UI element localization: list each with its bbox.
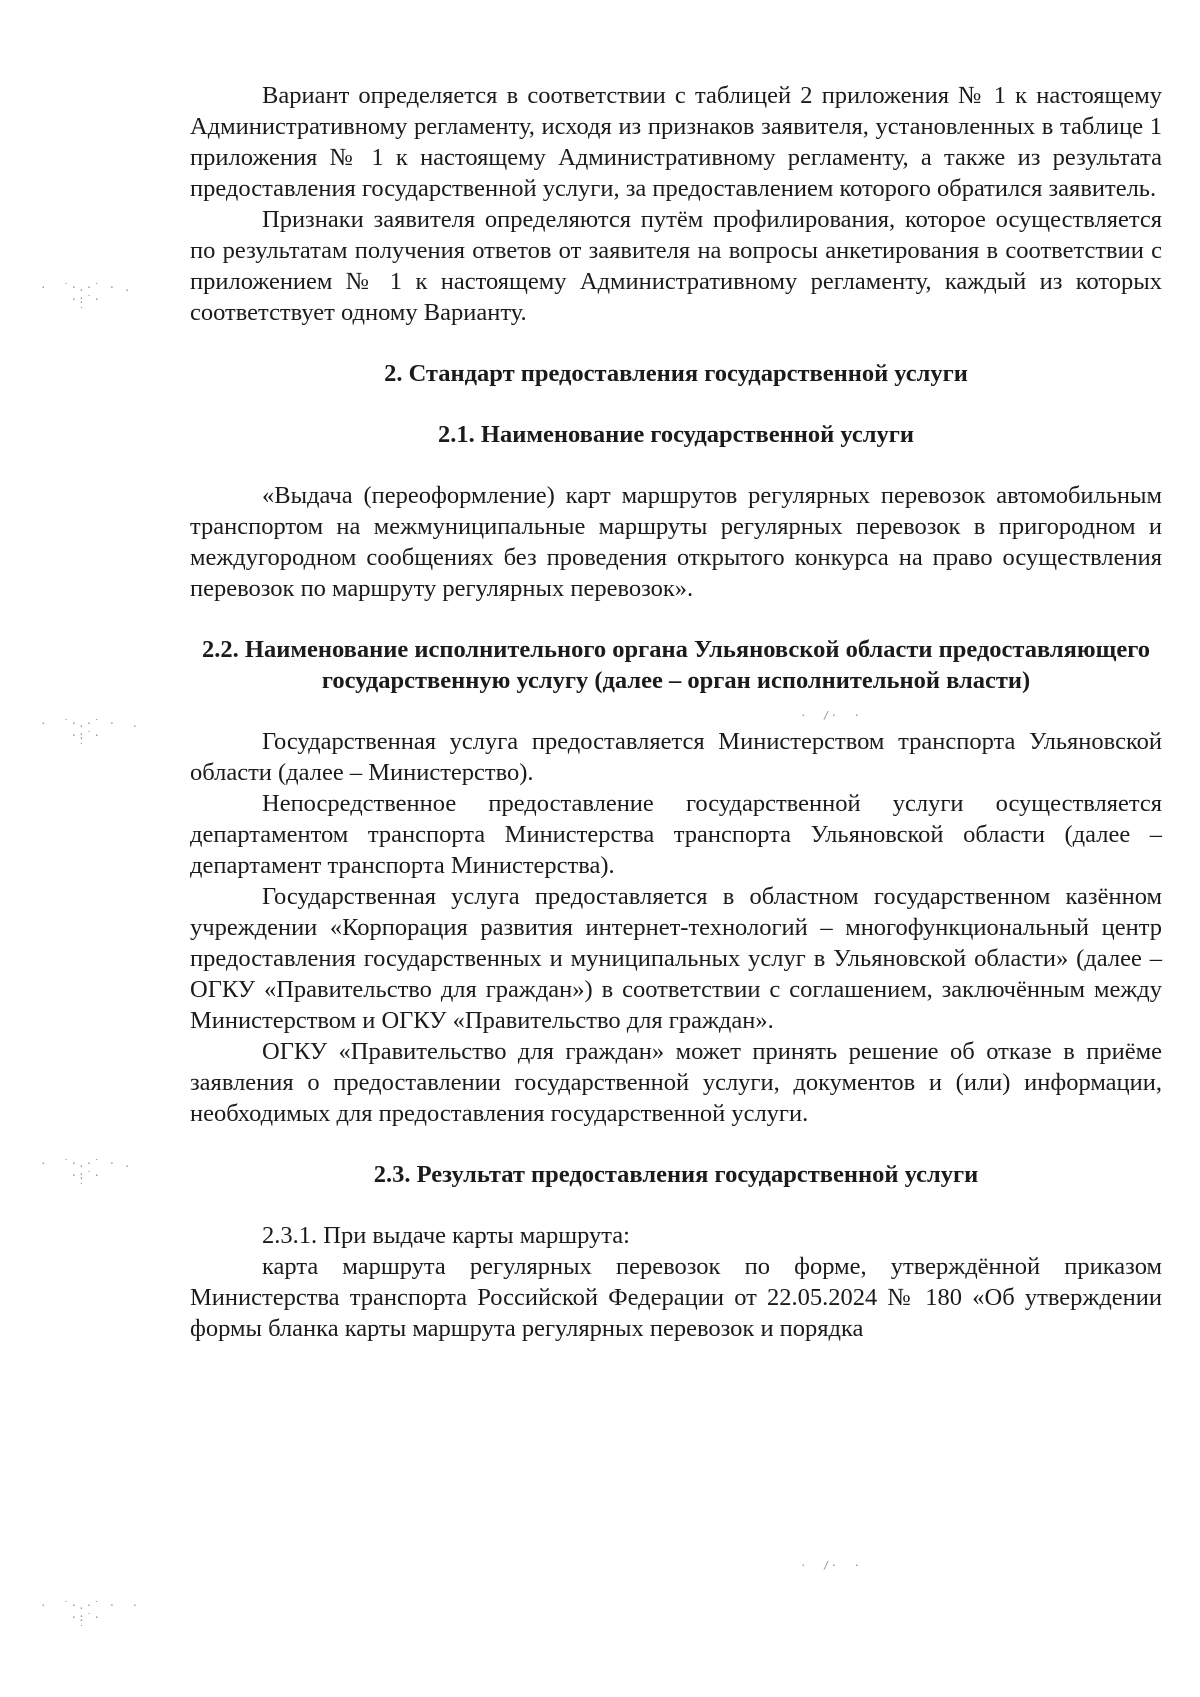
scan-noise: · ˙·.·˙ · . ·:˙· ˙ [40,1157,132,1194]
scan-noise: · ˙·.·˙ · . ·:˙· ˙ [40,717,140,754]
paragraph: «Выдача (переоформление) карт маршрутов регулярных перевозок автомобильным транспортом на межмуниципальные маршруты регулярных перевозок в пригородном и междугородном сообщениях без проведения открытого конкурса на право осуществления перевозок по маршруту регулярных перевозок». [190,482,1162,602]
paragraph: Непосредственное предоставление государственной услуги осуществляется департаментом транспорта Министерства транспорта Ульяновской области (далее – департамент транспорта Министерства). [190,790,1162,879]
scan-noise: · /· · [800,1559,861,1572]
paragraph: ОГКУ «Правительство для граждан» может принять решение об отказе в приёме заявления о предоставлении государственной услуги, документов и (или) информации, необходимых для предоставления государственной услуги. [190,1038,1162,1127]
paragraph: карта маршрута регулярных перевозок по форме, утверждённой приказом Министерства транспорта Российской Федерации от 22.05.2024 № 180 «Об утверждении формы бланка карты маршрута регулярных перевозок и порядка [190,1253,1162,1342]
document-page [190,80,1162,1344]
scan-noise: · /· · [800,709,861,722]
paragraph: Государственная услуга предоставляется Министерством транспорта Ульяновской области (далее – Министерство). [190,728,1162,786]
subsection-heading: 2.2. Наименование исполнительного органа Ульяновской области предоставляющего государственную услугу (далее – орган исполнительной власти) [202,636,1150,694]
paragraph: Вариант определяется в соответствии с таблицей 2 приложения № 1 к настоящему Административному регламенту, исходя из признаков заявителя, установленных в таблице 1 приложения № 1 к настоящему Административному регламенту, а также из результата предоставления государственной услуги, за предоставлением которого обратился заявитель. [190,82,1162,202]
paragraph: Признаки заявителя определяются путём профилирования, которое осуществляется по результатам получения ответов от заявителя на вопросы анкетирования в соответствии с приложением № 1 к настоящему Административному регламенту, каждый из которых соответствует одному Варианту. [190,206,1162,326]
paragraph: 2.3.1. При выдаче карты маршрута: [262,1222,630,1249]
section-heading: 2. Стандарт предоставления государственной услуги [384,360,968,387]
subsection-heading: 2.1. Наименование государственной услуги [438,421,914,448]
scan-noise: · ˙·.·˙ · · ·:˙· ˙ [40,1599,140,1636]
subsection-heading: 2.3. Результат предоставления государственной услуги [373,1161,979,1188]
paragraph: Государственная услуга предоставляется в областном государственном казённом учреждении «Корпорация развития интернет-технологий – многофункциональный центр предоставления государственных и муниципальных услуг в Ульяновской области» (далее – ОГКУ «Правительство для граждан») в соответствии с соглашением, заключённым между Министерством и ОГКУ «Правительство для граждан». [190,883,1162,1034]
scan-noise: · ˙·.·˙ · . ·:˙· ˙ [40,281,132,318]
